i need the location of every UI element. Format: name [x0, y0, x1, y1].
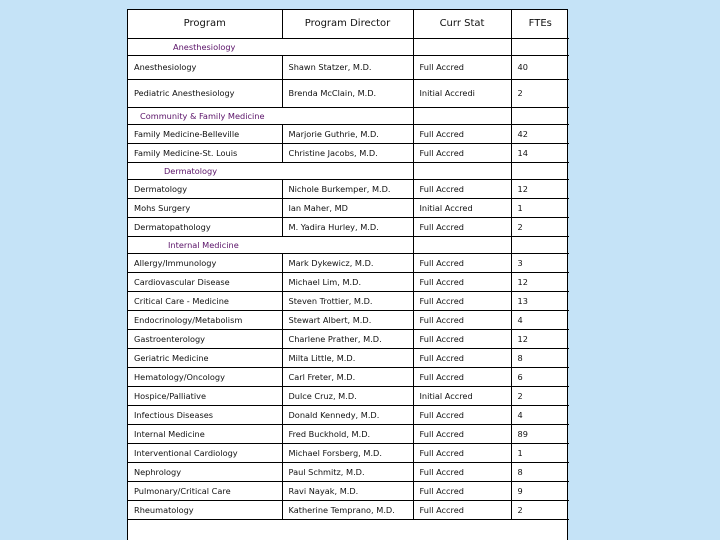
cell-program: Family Medicine-Belleville: [128, 124, 282, 143]
cell-status: Full Accred: [413, 310, 511, 329]
cell-ftes: 1: [511, 443, 569, 462]
cell-director: Nichole Burkemper, M.D.: [282, 179, 413, 198]
cell-program: Dermatology: [128, 179, 282, 198]
empty-cell: [511, 107, 569, 124]
section-label: Internal Medicine: [128, 236, 413, 253]
header-ftes: FTEs: [511, 10, 569, 38]
cell-status: Full Accred: [413, 124, 511, 143]
table-header-row: [128, 10, 569, 38]
table-row: [128, 367, 569, 386]
cell-director: M. Yadira Hurley, M.D.: [282, 217, 413, 236]
program-table: [128, 10, 569, 520]
cell-program: Nephrology: [128, 462, 282, 481]
cell-ftes: 2: [511, 386, 569, 405]
cell-program: Cardiovascular Disease: [128, 272, 282, 291]
table-row: [128, 272, 569, 291]
cell-ftes: 14: [511, 143, 569, 162]
cell-director: Stewart Albert, M.D.: [282, 310, 413, 329]
cell-status: Full Accred: [413, 405, 511, 424]
cell-director: Katherine Temprano, M.D.: [282, 500, 413, 519]
table-row: [128, 481, 569, 500]
cell-status: Full Accred: [413, 291, 511, 310]
cell-program: Pulmonary/Critical Care: [128, 481, 282, 500]
empty-cell: [413, 107, 511, 124]
table-row: [128, 179, 569, 198]
cell-director: Donald Kennedy, M.D.: [282, 405, 413, 424]
section-label: Anesthesiology: [128, 38, 413, 55]
table-row: [128, 500, 569, 519]
empty-cell: [413, 162, 511, 179]
cell-program: Critical Care - Medicine: [128, 291, 282, 310]
table-row: [128, 329, 569, 348]
table-row: [128, 143, 569, 162]
cell-ftes: 2: [511, 79, 569, 107]
table-row: [128, 443, 569, 462]
cell-status: Initial Accred: [413, 386, 511, 405]
cell-ftes: 8: [511, 348, 569, 367]
cell-status: Full Accred: [413, 481, 511, 500]
table-row: [128, 124, 569, 143]
cell-director: Charlene Prather, M.D.: [282, 329, 413, 348]
cell-ftes: 12: [511, 272, 569, 291]
cell-program: Hospice/Palliative: [128, 386, 282, 405]
cell-status: Full Accred: [413, 462, 511, 481]
cell-program: Hematology/Oncology: [128, 367, 282, 386]
cell-program: Geriatric Medicine: [128, 348, 282, 367]
cell-status: Initial Accredi: [413, 79, 511, 107]
cell-ftes: 12: [511, 179, 569, 198]
cell-status: Full Accred: [413, 55, 511, 79]
cell-director: Dulce Cruz, M.D.: [282, 386, 413, 405]
cell-ftes: 89: [511, 424, 569, 443]
cell-status: Full Accred: [413, 179, 511, 198]
table-row: [128, 253, 569, 272]
cell-ftes: 6: [511, 367, 569, 386]
empty-cell: [413, 38, 511, 55]
cell-director: Marjorie Guthrie, M.D.: [282, 124, 413, 143]
cell-program: Dermatopathology: [128, 217, 282, 236]
cell-status: Full Accred: [413, 272, 511, 291]
cell-status: Full Accred: [413, 500, 511, 519]
cell-ftes: 1: [511, 198, 569, 217]
cell-director: Ian Maher, MD: [282, 198, 413, 217]
cell-status: Full Accred: [413, 253, 511, 272]
cell-status: Full Accred: [413, 443, 511, 462]
program-table-sheet: [127, 9, 568, 540]
table-row: [128, 217, 569, 236]
cell-director: Christine Jacobs, M.D.: [282, 143, 413, 162]
empty-cell: [511, 236, 569, 253]
cell-ftes: 4: [511, 405, 569, 424]
cell-director: Michael Forsberg, M.D.: [282, 443, 413, 462]
table-row: [128, 79, 569, 107]
cell-program: Pediatric Anesthesiology: [128, 79, 282, 107]
empty-cell: [511, 38, 569, 55]
header-status: Curr Stat: [413, 10, 511, 38]
table-row: [128, 348, 569, 367]
section-label: Community & Family Medicine: [128, 107, 413, 124]
table-row: [128, 310, 569, 329]
cell-ftes: 42: [511, 124, 569, 143]
section-row-anesthesiology: [128, 38, 569, 55]
empty-cell: [413, 236, 511, 253]
cell-director: Milta Little, M.D.: [282, 348, 413, 367]
cell-director: Shawn Statzer, M.D.: [282, 55, 413, 79]
cell-program: Interventional Cardiology: [128, 443, 282, 462]
cell-ftes: 4: [511, 310, 569, 329]
cell-ftes: 2: [511, 217, 569, 236]
table-row: [128, 405, 569, 424]
header-program: Program: [128, 10, 282, 38]
section-row-community-family-medicine: [128, 107, 569, 124]
cell-program: Internal Medicine: [128, 424, 282, 443]
cell-status: Full Accred: [413, 143, 511, 162]
cell-status: Full Accred: [413, 424, 511, 443]
cell-director: Michael Lim, M.D.: [282, 272, 413, 291]
cell-status: Full Accred: [413, 348, 511, 367]
cell-ftes: 2: [511, 500, 569, 519]
table-row: [128, 424, 569, 443]
cell-program: Gastroenterology: [128, 329, 282, 348]
section-row-dermatology: [128, 162, 569, 179]
cell-ftes: 12: [511, 329, 569, 348]
cell-director: Ravi Nayak, M.D.: [282, 481, 413, 500]
cell-program: Rheumatology: [128, 500, 282, 519]
cell-ftes: 8: [511, 462, 569, 481]
cell-status: Initial Accred: [413, 198, 511, 217]
cell-status: Full Accred: [413, 217, 511, 236]
cell-director: Carl Freter, M.D.: [282, 367, 413, 386]
table-row: [128, 198, 569, 217]
cell-director: Paul Schmitz, M.D.: [282, 462, 413, 481]
table-row: [128, 55, 569, 79]
cell-status: Full Accred: [413, 329, 511, 348]
cell-director: Steven Trottier, M.D.: [282, 291, 413, 310]
cell-ftes: 13: [511, 291, 569, 310]
cell-program: Anesthesiology: [128, 55, 282, 79]
cell-program: Infectious Diseases: [128, 405, 282, 424]
cell-status: Full Accred: [413, 367, 511, 386]
table-row: [128, 386, 569, 405]
table-row: [128, 462, 569, 481]
cell-program: Mohs Surgery: [128, 198, 282, 217]
header-director: Program Director: [282, 10, 413, 38]
cell-program: Endocrinology/Metabolism: [128, 310, 282, 329]
table-row: [128, 291, 569, 310]
cell-director: Mark Dykewicz, M.D.: [282, 253, 413, 272]
cell-ftes: 9: [511, 481, 569, 500]
cell-ftes: 3: [511, 253, 569, 272]
empty-cell: [511, 162, 569, 179]
cell-program: Family Medicine-St. Louis: [128, 143, 282, 162]
cell-ftes: 40: [511, 55, 569, 79]
section-label: Dermatology: [128, 162, 413, 179]
cell-program: Allergy/Immunology: [128, 253, 282, 272]
section-row-internal-medicine: [128, 236, 569, 253]
cell-director: Brenda McClain, M.D.: [282, 79, 413, 107]
cell-director: Fred Buckhold, M.D.: [282, 424, 413, 443]
